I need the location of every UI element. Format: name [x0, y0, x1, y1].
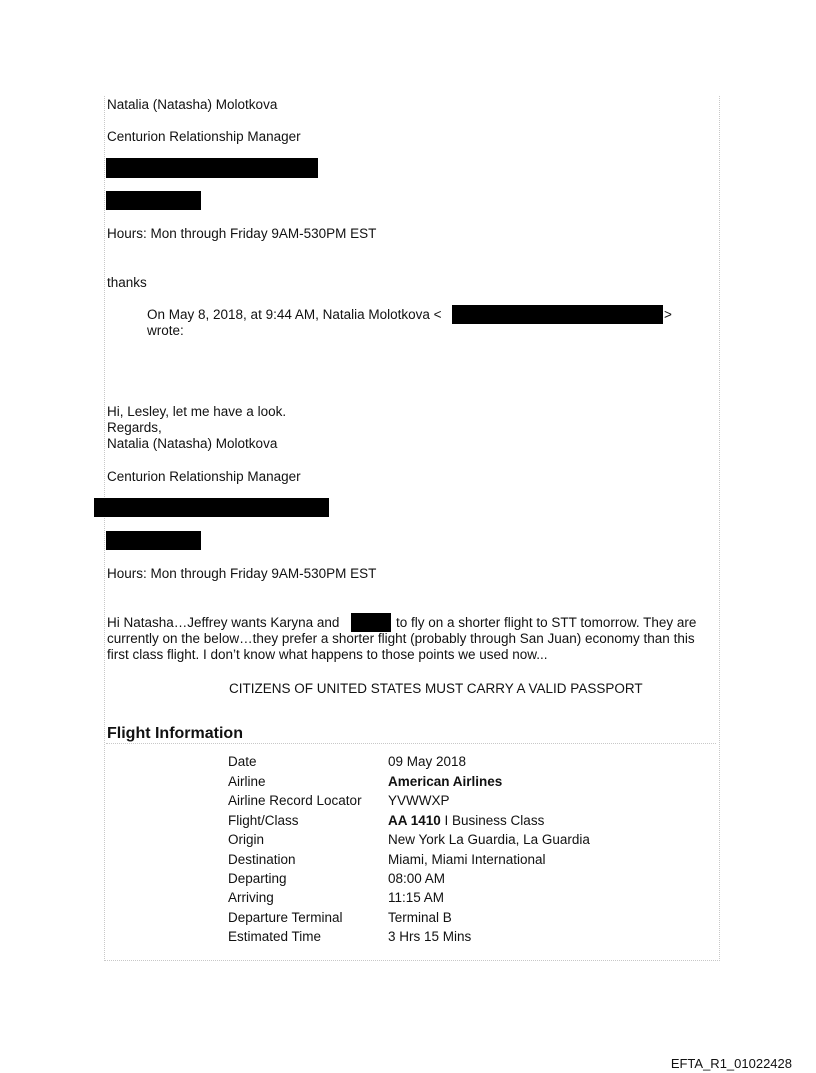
redaction-block: [94, 498, 329, 517]
flight-value-date: 09 May 2018: [388, 754, 467, 769]
flight-label-date: Date: [228, 754, 257, 769]
reply2-line1: Hi, Lesley, let me have a look.: [107, 404, 287, 419]
redaction-block: [106, 191, 201, 210]
request-line2: currently on the below…they prefer a shorter flight (probably through San Juan) economy than this: [107, 631, 695, 646]
flight-value-locator: YVWWXP: [388, 793, 450, 808]
document-id: EFTA_R1_01022428: [670, 1056, 792, 1071]
section-divider: [106, 743, 716, 744]
redaction-block: [106, 158, 318, 178]
sender-hours: Hours: Mon through Friday 9AM-530PM EST: [107, 226, 377, 241]
flight-value-departing: 08:00 AM: [388, 871, 446, 886]
sender-title: Centurion Relationship Manager: [107, 129, 301, 144]
reply2-line2: Regards,: [107, 420, 162, 435]
flight-label-airline: Airline: [228, 774, 266, 789]
flight-value-class: [388, 813, 544, 828]
passport-notice: CITIZENS OF UNITED STATES MUST CARRY A VALID PASSPORT: [229, 681, 643, 696]
flight-value-duration: 3 Hrs 15 Mins: [388, 929, 472, 944]
flight-number: AA 1410: [388, 813, 441, 828]
flight-label-terminal: Departure Terminal: [228, 910, 343, 925]
sender-title: Centurion Relationship Manager: [107, 469, 301, 484]
quote-header-wrote: wrote:: [147, 323, 184, 338]
flight-label-duration: Estimated Time: [228, 929, 322, 944]
flight-info-heading: Flight Information: [107, 725, 243, 742]
redaction-block: [452, 305, 663, 324]
flight-label-departing: Departing: [228, 871, 287, 886]
flight-value-airline: American Airlines: [388, 774, 503, 789]
flight-value-destination: Miami, Miami International: [388, 852, 546, 867]
request-part1: Hi Natasha…Jeffrey wants Karyna and: [107, 615, 340, 630]
request-line3: first class flight. I don’t know what happens to those points we used now...: [107, 647, 548, 662]
flight-value-arriving: 11:15 AM: [388, 890, 445, 905]
flight-label-origin: Origin: [228, 832, 265, 847]
flight-value-origin: New York La Guardia, La Guardia: [388, 832, 590, 847]
sender-hours: Hours: Mon through Friday 9AM-530PM EST: [107, 566, 377, 581]
flight-label-destination: Destination: [228, 852, 296, 867]
flight-label-arriving: Arriving: [228, 890, 274, 905]
quote-header-prefix: On May 8, 2018, at 9:44 AM, Natalia Molotkova <: [147, 307, 442, 322]
redaction-block: [106, 531, 201, 550]
reply2-name: Natalia (Natasha) Molotkova: [107, 436, 278, 451]
sender-name: Natalia (Natasha) Molotkova: [107, 97, 278, 112]
quote-header-suffix: >: [664, 307, 672, 322]
flight-label-class: Flight/Class: [228, 813, 299, 828]
flight-class: I Business Class: [440, 813, 545, 828]
flight-label-locator: Airline Record Locator: [228, 793, 362, 808]
redaction-block: [351, 613, 391, 632]
flight-value-terminal: Terminal B: [388, 910, 452, 925]
reply-text: thanks: [107, 275, 147, 290]
request-part2: to fly on a shorter flight to STT tomorrow. They are: [396, 615, 697, 630]
